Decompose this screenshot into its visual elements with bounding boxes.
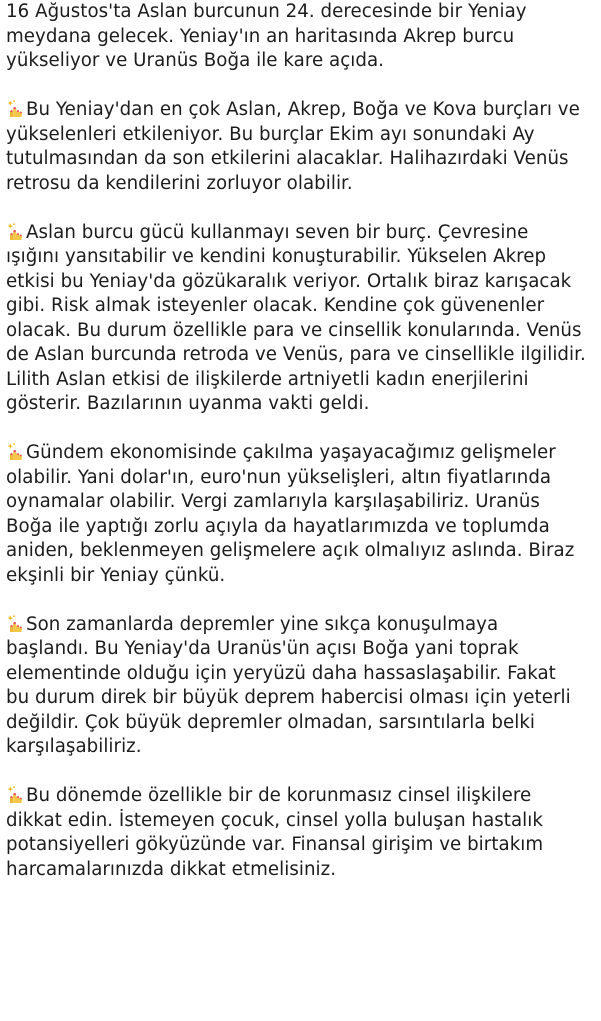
- paragraph-line: [6, 441, 598, 466]
- paragraph-line: [6, 368, 598, 393]
- line-text: karşılaşabiliriz.: [6, 736, 142, 757]
- nail-polish-emoji-icon: [6, 99, 25, 118]
- paragraph-3: [6, 221, 598, 417]
- paragraph-line: [6, 833, 598, 858]
- paragraph-line: [6, 172, 598, 197]
- paragraph-2: [6, 98, 598, 196]
- line-text: ışığını yansıtabilir ve kendini konuşturabilir. Yükselen Akrep: [6, 246, 547, 267]
- paragraph-line: [6, 711, 598, 736]
- nail-polish-emoji-icon: [6, 442, 25, 461]
- nail-polish-emoji-icon: [6, 222, 25, 241]
- paragraph-line: [6, 221, 598, 246]
- line-text: gösterir. Bazılarının uyanma vakti geldi.: [6, 393, 370, 414]
- paragraph-line: [6, 466, 598, 491]
- line-text: de Aslan burcunda retroda ve Venüs, para ve cinsellikle ilgilidir.: [6, 344, 586, 365]
- line-text: Son zamanlarda depremler yine sıkça konuşulmaya: [26, 613, 499, 635]
- paragraph-line: [6, 0, 598, 25]
- line-text: yükseliyor ve Uranüs Boğa ile kare açıda.: [6, 50, 385, 71]
- line-text: gibi. Risk almak isteyenler olacak. Kendine çok güvenenler: [6, 295, 545, 316]
- line-text: etkisi bu Yeniay'da gözükaralık veriyor. Ortalık biraz karışacak: [6, 270, 572, 292]
- line-text: başlandı. Bu Yeniay'da Uranüs'ün açısı Boğa yani toprak: [6, 638, 519, 659]
- paragraph-5: [6, 613, 598, 760]
- paragraph-1: [6, 0, 598, 74]
- nail-polish-emoji-icon: [6, 785, 25, 804]
- line-text: Lilith Aslan etkisi de ilişkilerde artniyetli kadın enerjilerini: [6, 368, 529, 390]
- paragraph-line: [6, 858, 598, 883]
- line-text: Aslan burcu gücü kullanmayı seven bir burç. Çevresine: [26, 221, 529, 243]
- paragraph-4: [6, 441, 598, 588]
- line-text: tutulmasından da son etkilerini alacaklar. Halihazırdaki Venüs: [6, 148, 569, 169]
- line-text: Bu dönemde özellikle bir de korunmasız cinsel ilişkilere: [26, 785, 532, 806]
- paragraph-line: [6, 686, 598, 711]
- line-text: olabilir. Yani dolar'ın, euro'nun yükselişleri, altın fiyatlarında: [6, 466, 552, 488]
- line-text: değildir. Çok büyük depremler olmadan, sarsıntılarla belki: [6, 711, 536, 733]
- line-text: Gündem ekonomisinde çakılma yaşayacağımız gelişmeler: [26, 442, 556, 463]
- paragraph-line: [6, 539, 598, 564]
- paragraph-line: [6, 490, 598, 515]
- paragraph-line: [6, 784, 598, 809]
- paragraph-line: [6, 809, 598, 834]
- line-text: aniden, beklenmeyen gelişmelere açık olmalıyız aslında. Biraz: [6, 540, 575, 561]
- line-text: oynamalar olabilir. Vergi zamlarıyla karşılaşabiliriz. Uranüs: [6, 491, 540, 512]
- line-text: Boğa ile yaptığı zorlu açıyla da hayatlarımızda ve toplumda: [6, 515, 550, 537]
- paragraph-line: [6, 294, 598, 319]
- line-text: potansiyelleri gökyüzünde var. Finansal girişim ve birtakım: [6, 834, 544, 855]
- paragraph-line: [6, 613, 598, 638]
- paragraph-line: [6, 245, 598, 270]
- line-text: bu durum direk bir büyük deprem habercisi olması için yeterli: [6, 687, 571, 708]
- line-text: retrosu da kendilerini zorluyor olabilir.: [6, 172, 353, 194]
- paragraph-line: [6, 49, 598, 74]
- post-body: [6, 0, 598, 907]
- paragraph-line: [6, 319, 598, 344]
- line-text: 16 Ağustos'ta Aslan burcunun 24. derecesinde bir Yeniay: [6, 1, 527, 22]
- paragraph-line: [6, 98, 598, 123]
- line-text: harcamalarınızda dikkat etmelisiniz.: [6, 858, 337, 880]
- paragraph-6: [6, 784, 598, 882]
- line-text: dikkat edin. İstemeyen çocuk, cinsel yolla buluşan hastalık: [6, 809, 543, 831]
- paragraph-line: [6, 270, 598, 295]
- paragraph-line: [6, 637, 598, 662]
- nail-polish-emoji-icon: [6, 614, 25, 633]
- line-text: meydana gelecek. Yeniay'ın an haritasında Akrep burcu: [6, 25, 515, 47]
- paragraph-line: [6, 25, 598, 50]
- paragraph-line: [6, 343, 598, 368]
- line-text: olacak. Bu durum özellikle para ve cinsellik konularında. Venüs: [6, 319, 582, 341]
- line-text: Bu Yeniay'dan en çok Aslan, Akrep, Boğa ve Kova burçları ve: [26, 99, 580, 120]
- line-text: ekşinli bir Yeniay çünkü.: [6, 564, 226, 586]
- paragraph-line: [6, 392, 598, 417]
- paragraph-line: [6, 147, 598, 172]
- paragraph-line: [6, 515, 598, 540]
- paragraph-line: [6, 662, 598, 687]
- paragraph-line: [6, 564, 598, 589]
- line-text: elementinde olduğu için yeryüzü daha hassaslaşabilir. Fakat: [6, 662, 556, 684]
- paragraph-line: [6, 123, 598, 148]
- line-text: yükselenleri etkileniyor. Bu burçlar Ekim ayı sonundaki Ay: [6, 123, 535, 145]
- paragraph-line: [6, 735, 598, 760]
